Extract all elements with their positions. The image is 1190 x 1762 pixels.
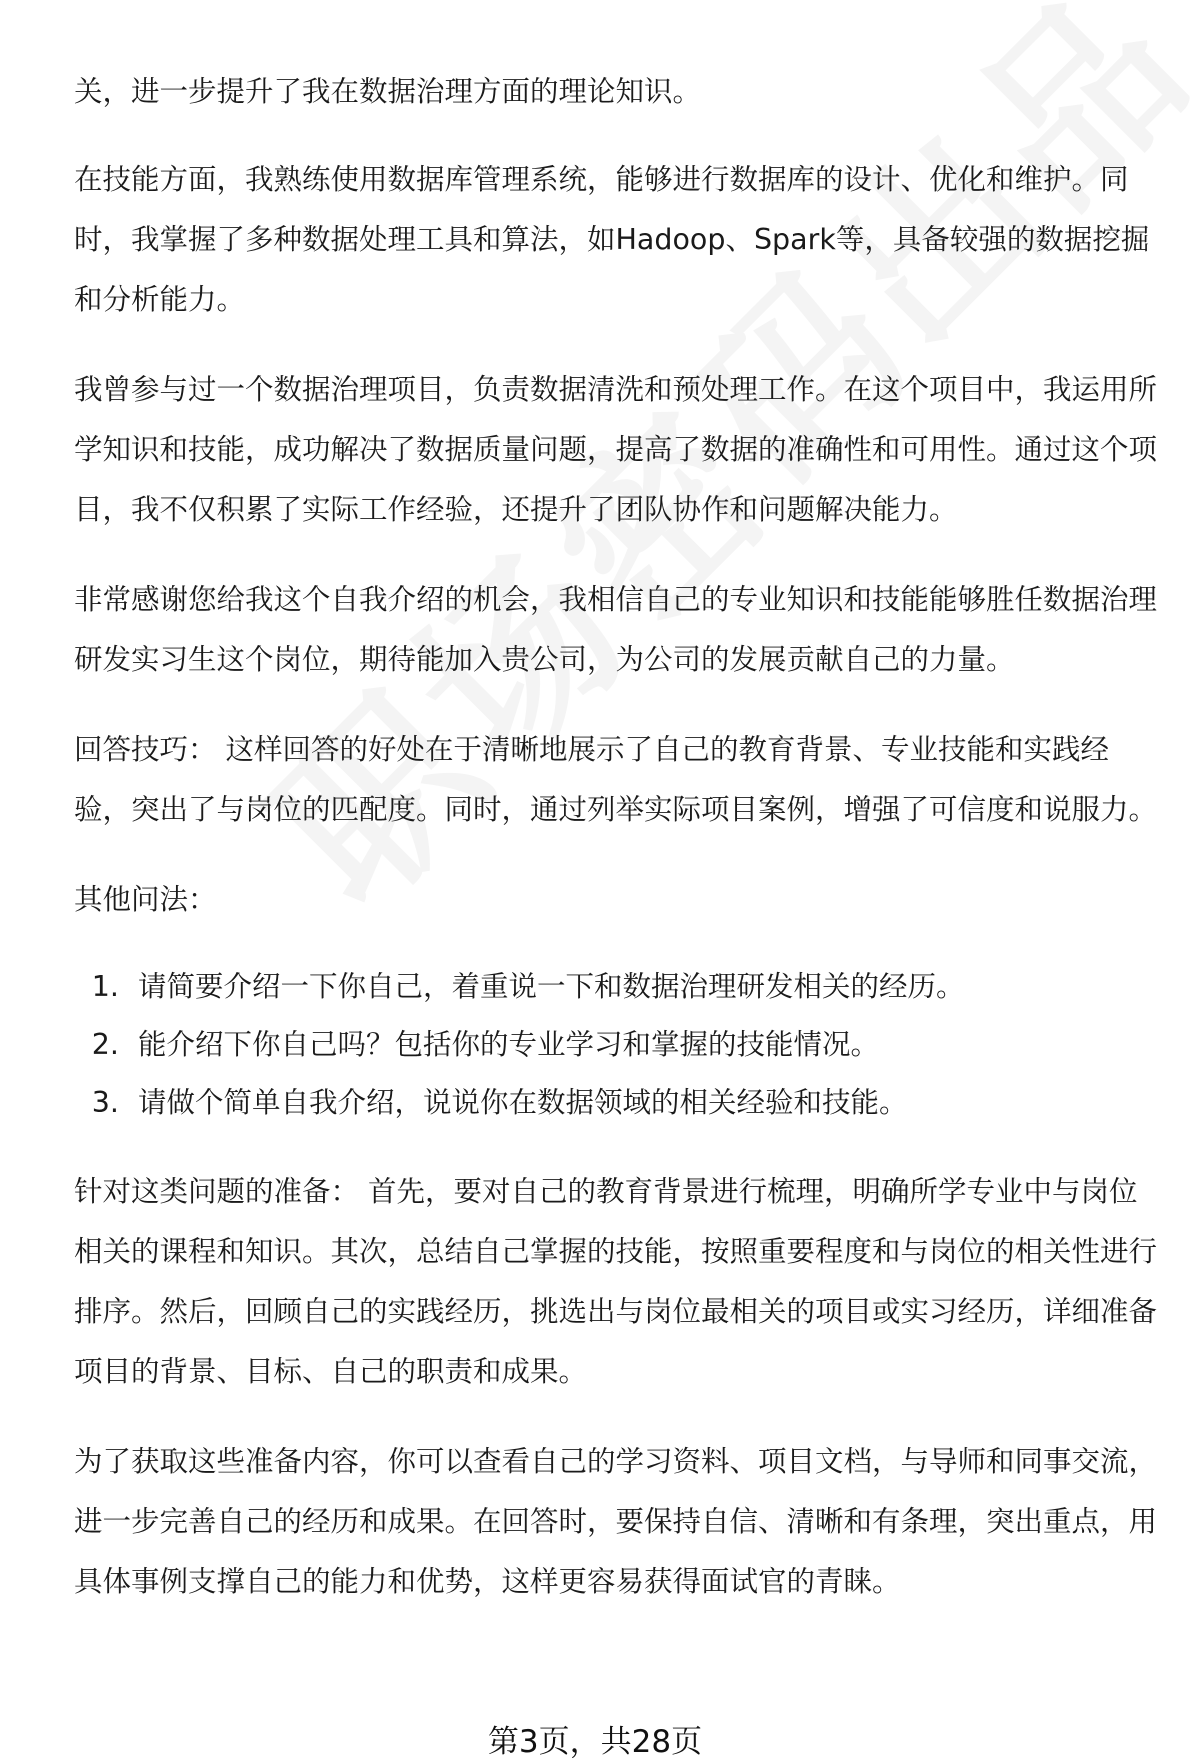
list-item: 1. 请简要介绍一下你自己，着重说一下和数据治理研发相关的经历。 [128,958,1164,1016]
other-questions-heading: 其他问法： [74,883,217,916]
page-number: 第3页，共28页 [487,1724,703,1760]
paragraph-continuation: 关，进一步提升了我在数据治理方面的理论知识。 [74,75,702,108]
list-item: 2. 能介绍下你自己吗？包括你的专业学习和掌握的技能情况。 [128,1016,1164,1074]
paragraph-project: 我曾参与过一个数据治理项目，负责数据清洗和预处理工作。在这个项目中，我运用所学知识和技能，成功解决了数据质量问题，提高了数据的准确性和可用性。通过这个项目，我不仅积累了实际工作经验，还提升了团队协作和问题解决能力。 [74,373,1158,526]
paragraph-thanks: 非常感谢您给我这个自我介绍的机会，我相信自己的专业知识和技能能够胜任数据治理研发实习生这个岗位，期待能加入贵公司，为公司的发展贡献自己的力量。 [74,583,1158,676]
list-item: 3. 请做个简单自我介绍，说说你在数据领域的相关经验和技能。 [128,1074,1164,1132]
other-questions-list [74,958,1164,1132]
page-body [74,62,1164,1642]
paragraph-preparation: 针对这类问题的准备： 首先，要对自己的教育背景进行梳理，明确所学专业中与岗位相关的课程和知识。其次，总结自己掌握的技能，按照重要程度和与岗位的相关性进行排序。然后，回顾自己的实践经历，挑选出与岗位最相关的项目或实习经历，详细准备项目的背景、目标、自己的职责和成果。 [74,1175,1158,1388]
paragraph-gathering: 为了获取这些准备内容，你可以查看自己的学习资料、项目文档，与导师和同事交流，进一步完善自己的经历和成果。在回答时，要保持自信、清晰和有条理，突出重点，用具体事例支撑自己的能力和优势，这样更容易获得面试官的青睐。 [74,1445,1158,1598]
paragraph-answer-tips: 回答技巧： 这样回答的好处在于清晰地展示了自己的教育背景、专业技能和实践经验，突出了与岗位的匹配度。同时，通过列举实际项目案例，增强了可信度和说服力。 [74,733,1158,826]
paragraph-skills: 在技能方面，我熟练使用数据库管理系统，能够进行数据库的设计、优化和维护。同时，我掌握了多种数据处理工具和算法，如Hadoop、Spark等，具备较强的数据挖掘和分析能力。 [74,163,1150,316]
